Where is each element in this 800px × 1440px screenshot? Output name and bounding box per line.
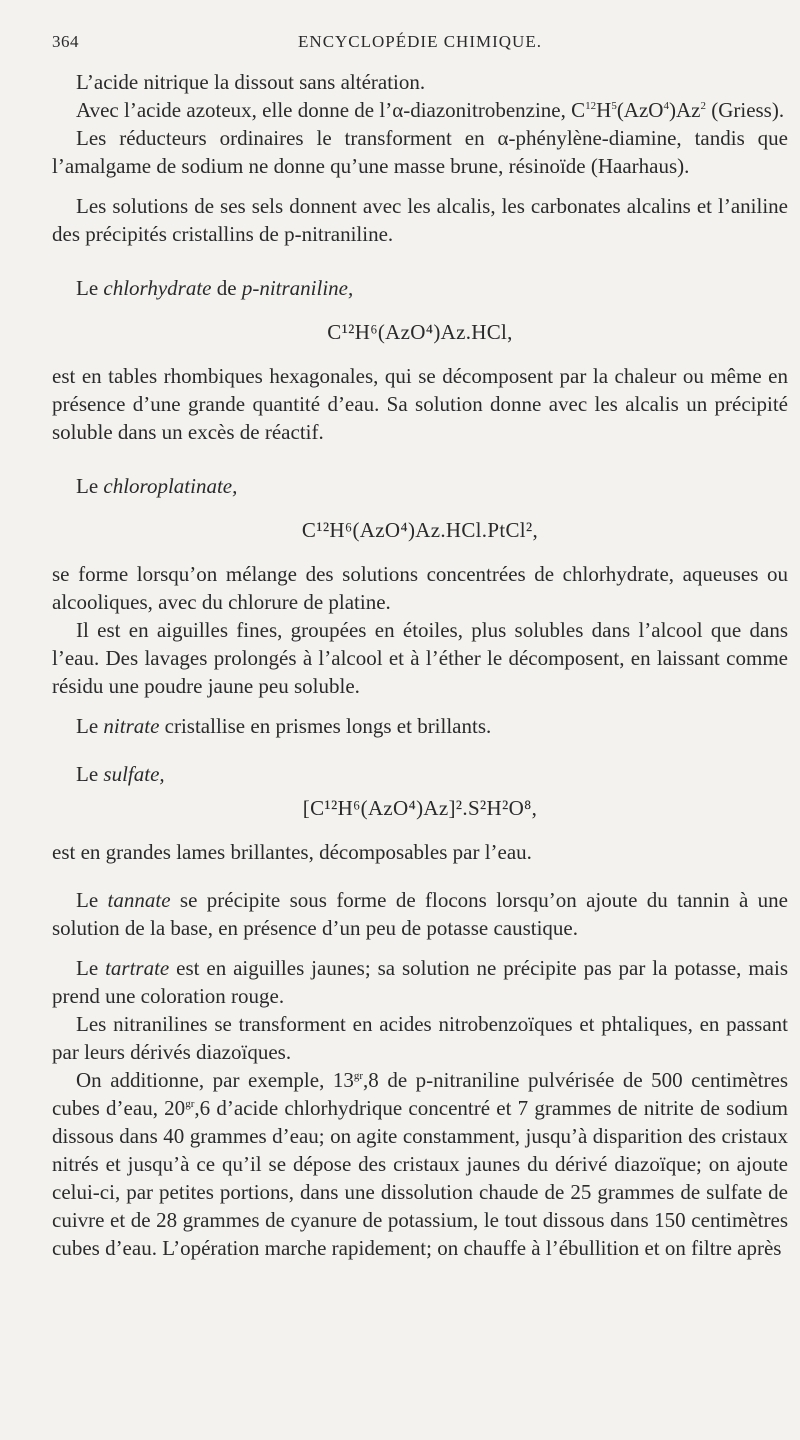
formula-chloroplatinate: C¹²H⁶(AzO⁴)Az.HCl.PtCl², <box>301 518 539 542</box>
page-number: 364 <box>52 32 79 51</box>
text-run: )Az <box>668 98 701 122</box>
paragraph-chlorhydrate-heading <box>52 274 788 302</box>
italic-term: p-nitraniline, <box>241 276 354 300</box>
superscript: 12 <box>585 100 597 112</box>
paragraph-procedure-example <box>52 1066 788 1262</box>
italic-term: nitrate <box>103 714 160 738</box>
paragraph-nitrate <box>52 712 788 740</box>
italic-term: tannate <box>107 888 171 912</box>
paragraph-nitranilines-transform: Les nitranilines se transforment en acides nitrobenzoïques et phtaliques, en passant par leurs dérivés diazoïques. <box>52 1012 788 1064</box>
paragraph-nitrous-acid <box>52 96 788 124</box>
paragraph-chloroplatinate-needles: Il est en aiguilles fines, groupées en étoiles, plus solubles dans l’alcool que dans l’eau. Des lavages prolongés à l’alcool et à l’éther le décomposent, en laissant comme résidu une poudre jaune peu soluble. <box>52 618 788 698</box>
page-body <box>52 68 788 1262</box>
text-run: (Griess). <box>705 98 785 122</box>
italic-term: tartrate <box>105 956 170 980</box>
paragraph-chlorhydrate-description: est en tables rhombiques hexagonales, qui se décomposent par la chaleur ou même en présence d’une grande quantité d’eau. Sa solution donne avec les alcalis un précipité soluble dans un excès de réactif. <box>52 364 788 444</box>
paragraph-chloroplatinate-heading <box>52 472 788 500</box>
paragraph-reducers: Les réducteurs ordinaires le transforment en α-phénylène-diamine, tandis que l’amalgame de sodium ne donne qu’une masse brune, résinoïde (Haarhaus). <box>52 126 788 178</box>
text-run: ,6 d’acide chlorhydrique concentré et 7 grammes de nitrite de sodium dissous dans 40 grammes d’eau; on agite constamment, jusqu’à disparition des cristaux nitrés et jusqu’à ce qu’il se dépose des cristaux jaunes du dérivé diazoïque; on ajoute celui-ci, par petites portions, dans une dissolution chaude de 25 grammes de sulfate de cuivre et de 28 grammes de cyanure de potassium, le tout dissous dans 150 centimètres cubes d’eau. L’opération marche rapidement; on chauffe à l’ébullition et on filtre après <box>52 1096 788 1260</box>
text-run: se précipite sous forme de flocons lorsqu’on ajoute du tannin à une solution de la base, en présence d’un peu de potasse caustique. <box>52 888 789 940</box>
formula-sulfate: [C¹²H⁶(AzO⁴)Az]².S²H²O⁸, <box>302 796 538 820</box>
text-run: Le <box>76 276 104 300</box>
paragraph-sulfate-description: est en grandes lames brillantes, décomposables par l’eau. <box>52 840 532 864</box>
superscript: 5 <box>611 100 617 112</box>
superscript: 4 <box>663 100 669 112</box>
italic-term: sulfate, <box>103 762 165 786</box>
paragraph-salt-solutions: Les solutions de ses sels donnent avec les alcalis, les carbonates alcalins et l’aniline des précipités cristallins de p-nitraniline. <box>52 194 788 246</box>
superscript: 2 <box>700 100 706 112</box>
text-run: Le <box>76 956 106 980</box>
document-page <box>52 32 788 1432</box>
paragraph-tartrate <box>52 954 788 1010</box>
text-run: Le <box>76 888 108 912</box>
formula-chlorhydrate: C¹²H⁶(AzO⁴)Az.HCl, <box>327 320 513 344</box>
italic-term: chlorhydrate <box>103 276 212 300</box>
page-header <box>52 32 788 58</box>
italic-term: chloroplatinate, <box>103 474 238 498</box>
text-run: Avec l’acide azoteux, elle donne de l’α-diazonitrobenzine, C <box>76 98 586 122</box>
text-run: de <box>211 276 242 300</box>
text-run: H <box>596 98 612 122</box>
paragraph-nitric-acid: L’acide nitrique la dissout sans altération. <box>76 70 426 94</box>
text-run: ,8 de p-nitraniline pulvérisée de 500 centimètres cubes d’eau, 20 <box>52 1068 788 1120</box>
text-run: On additionne, par exemple, 13 <box>76 1068 354 1092</box>
text-run: Le <box>76 714 104 738</box>
text-run: Le <box>76 474 104 498</box>
paragraph-tannate <box>52 886 788 942</box>
text-run: (AzO <box>616 98 664 122</box>
superscript: gr <box>353 1070 364 1082</box>
paragraph-sulfate-heading <box>52 760 788 788</box>
paragraph-chloroplatinate-formation: se forme lorsqu’on mélange des solutions concentrées de chlorhydrate, aqueuses ou alcooliques, avec du chlorure de platine. <box>52 562 788 614</box>
text-run: est en aiguilles jaunes; sa solution ne précipite pas par la potasse, mais prend une coloration rouge. <box>52 956 788 1008</box>
superscript: gr <box>185 1098 195 1110</box>
running-title: ENCYCLOPÉDIE CHIMIQUE. <box>298 32 542 51</box>
text-run: cristallise en prismes longs et brillants. <box>159 714 492 738</box>
text-run: Le <box>76 762 104 786</box>
